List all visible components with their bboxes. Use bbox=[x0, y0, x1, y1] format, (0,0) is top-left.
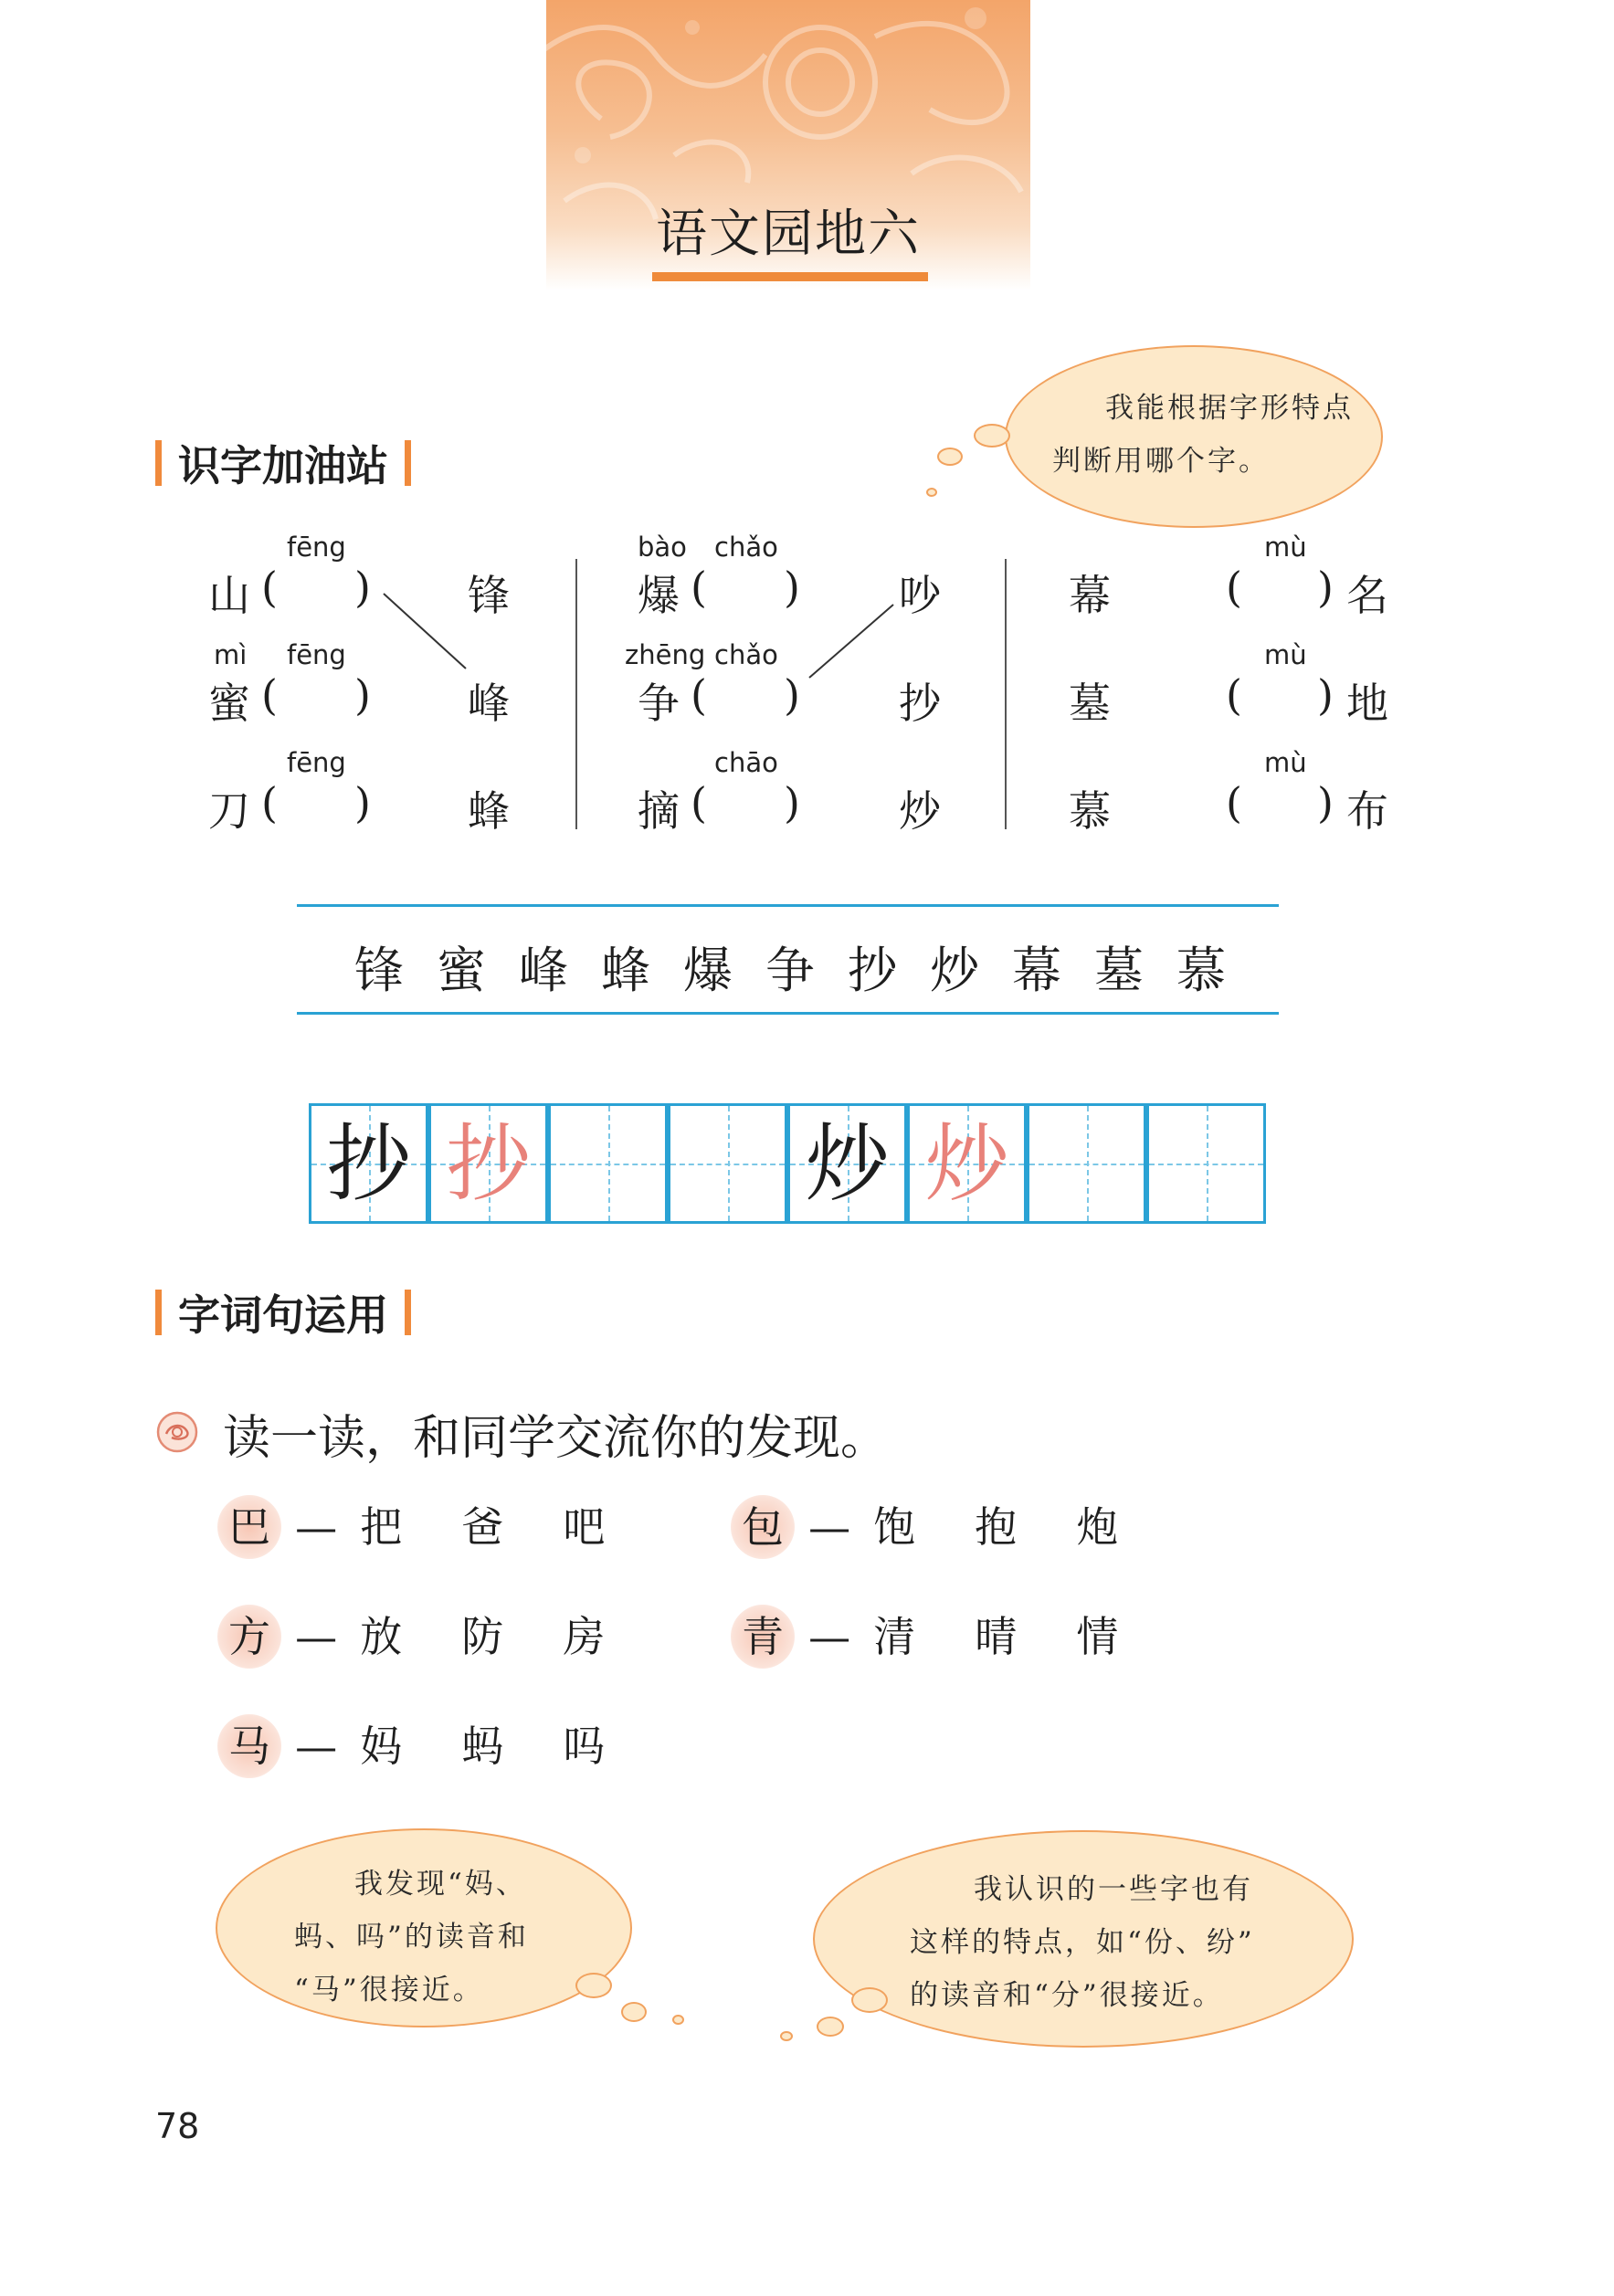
derived-char: 把 bbox=[360, 1502, 403, 1552]
thought-bubble-right bbox=[813, 1830, 1354, 2048]
bubble-line: 我认识的一些字也有 bbox=[974, 1873, 1253, 1906]
suffix-char: 地 bbox=[1346, 679, 1388, 728]
option-char: 蜂 bbox=[468, 786, 510, 836]
base-char: 慕 bbox=[1069, 786, 1111, 836]
bubble-line: 我发现“妈、 bbox=[354, 1868, 527, 1901]
strip-char: 慕 bbox=[1176, 942, 1226, 999]
grid-cell[interactable] bbox=[548, 1103, 668, 1224]
option-char: 峰 bbox=[468, 679, 510, 728]
strip-rule-bottom bbox=[297, 1012, 1279, 1015]
heading-bar-left bbox=[155, 1290, 162, 1335]
pinyin: mì bbox=[214, 639, 248, 670]
paren-open: ( bbox=[1226, 670, 1242, 720]
paren-close: ) bbox=[1317, 670, 1334, 720]
paren-open: ( bbox=[691, 670, 707, 720]
page-title: 语文园地六 bbox=[656, 205, 921, 264]
dash: — bbox=[808, 1502, 851, 1552]
base-char: 摘 bbox=[638, 786, 680, 836]
paren-close: ) bbox=[784, 670, 800, 720]
derived-char: 情 bbox=[1076, 1612, 1119, 1661]
derived-char: 防 bbox=[461, 1612, 504, 1661]
suffix-char: 名 bbox=[1346, 571, 1388, 620]
section-heading-2 bbox=[155, 1284, 411, 1341]
pinyin: bào bbox=[638, 532, 687, 563]
paren-open: ( bbox=[691, 563, 707, 612]
exercise-group-chao bbox=[625, 532, 966, 842]
list-item bbox=[731, 1494, 1118, 1559]
base-char: 墓 bbox=[1069, 679, 1111, 728]
paren-close: ) bbox=[784, 778, 800, 827]
pinyin: fēng bbox=[287, 747, 346, 778]
radical-char: 马 bbox=[217, 1714, 281, 1778]
writing-grid bbox=[309, 1103, 1268, 1224]
section-heading-text: 识字加油站 bbox=[178, 441, 388, 490]
grid-cell[interactable] bbox=[1146, 1103, 1266, 1224]
instruction-text: 读一读，和同学交流你的发现。 bbox=[223, 1411, 889, 1466]
radical-char: 方 bbox=[217, 1605, 281, 1669]
grid-cell[interactable] bbox=[668, 1103, 787, 1224]
strip-char: 墓 bbox=[1094, 942, 1144, 999]
pinyin: zhēng bbox=[625, 639, 706, 670]
list-item bbox=[217, 1494, 605, 1559]
derived-char: 清 bbox=[873, 1612, 916, 1661]
paren-close: ) bbox=[784, 563, 800, 612]
dash: — bbox=[295, 1502, 338, 1552]
pinyin: chǎo bbox=[714, 639, 778, 670]
strip-char: 峰 bbox=[519, 942, 568, 999]
grid-cell[interactable] bbox=[787, 1103, 907, 1224]
radical-char: 包 bbox=[731, 1495, 795, 1559]
derived-char: 抱 bbox=[975, 1502, 1018, 1552]
bubble-dot bbox=[817, 2017, 844, 2037]
base-char: 争 bbox=[638, 679, 680, 728]
paren-open: ( bbox=[691, 778, 707, 827]
bubble-dot bbox=[926, 488, 937, 497]
derived-char: 晴 bbox=[975, 1612, 1018, 1661]
paren-close: ) bbox=[1317, 778, 1334, 827]
trace-char: 抄 bbox=[446, 1115, 531, 1213]
derived-char: 蚂 bbox=[461, 1722, 504, 1771]
paren-close: ) bbox=[1317, 563, 1334, 612]
pinyin: fēng bbox=[287, 532, 346, 563]
paren-open: ( bbox=[1226, 563, 1242, 612]
bubble-dot bbox=[672, 2015, 684, 2025]
strip-rule-top bbox=[297, 904, 1279, 907]
grid-cell[interactable] bbox=[428, 1103, 548, 1224]
hint-bubble-top bbox=[1005, 345, 1383, 528]
paren-close: ) bbox=[354, 670, 371, 720]
bubble-dot bbox=[621, 2002, 647, 2022]
bubble-dot bbox=[780, 2031, 793, 2041]
seal-icon bbox=[155, 1410, 199, 1454]
heading-bar-right bbox=[405, 1290, 411, 1335]
trace-char: 炒 bbox=[924, 1115, 1009, 1213]
heading-bar-left bbox=[155, 440, 162, 486]
strip-char: 蜂 bbox=[601, 942, 650, 999]
page-number: 78 bbox=[155, 2106, 200, 2146]
derived-char: 饱 bbox=[873, 1502, 916, 1552]
strip-char: 抄 bbox=[848, 942, 897, 999]
option-char: 锋 bbox=[468, 571, 510, 620]
strip-char: 锋 bbox=[354, 942, 404, 999]
derived-char: 放 bbox=[360, 1612, 403, 1661]
bubble-dot bbox=[937, 448, 963, 466]
base-char: 爆 bbox=[638, 571, 680, 620]
model-char: 抄 bbox=[326, 1115, 411, 1213]
dash: — bbox=[808, 1612, 851, 1661]
bubble-line: 的读音和“分”很接近。 bbox=[910, 1979, 1224, 2012]
pinyin: chǎo bbox=[714, 532, 778, 563]
derived-char: 妈 bbox=[360, 1722, 403, 1771]
option-char: 抄 bbox=[899, 679, 941, 728]
pinyin: mù bbox=[1264, 639, 1307, 670]
divider bbox=[575, 559, 577, 829]
paren-open: ( bbox=[261, 563, 278, 612]
bubble-dot bbox=[974, 424, 1010, 448]
bubble-line: 我能根据字形特点 bbox=[1105, 392, 1354, 425]
grid-cell[interactable] bbox=[907, 1103, 1027, 1224]
bubble-line: 蚂、吗”的读音和 bbox=[294, 1921, 529, 1954]
section-heading-text: 字词句运用 bbox=[178, 1290, 388, 1340]
bubble-line: 这样的特点，如“份、纷” bbox=[910, 1926, 1255, 1959]
list-item bbox=[217, 1713, 605, 1778]
dash: — bbox=[295, 1722, 338, 1771]
radical-char: 青 bbox=[731, 1605, 795, 1669]
strip-char: 幕 bbox=[1012, 942, 1061, 999]
bubble-dot bbox=[575, 1973, 612, 1998]
heading-bar-right bbox=[405, 440, 411, 486]
radical-char: 巴 bbox=[217, 1495, 281, 1559]
base-char: 山 bbox=[208, 571, 250, 620]
strip-char: 爆 bbox=[683, 942, 733, 999]
divider bbox=[1005, 559, 1007, 829]
strip-char: 炒 bbox=[930, 942, 979, 999]
bubble-dot bbox=[851, 1987, 888, 2013]
title-underline bbox=[652, 272, 928, 281]
option-char: 吵 bbox=[899, 571, 941, 620]
grid-cell[interactable] bbox=[1027, 1103, 1146, 1224]
model-char: 炒 bbox=[805, 1115, 890, 1213]
list-item bbox=[217, 1604, 605, 1669]
exercise-group-mu bbox=[1069, 532, 1416, 842]
suffix-char: 布 bbox=[1346, 786, 1388, 836]
paren-open: ( bbox=[261, 670, 278, 720]
derived-char: 炮 bbox=[1076, 1502, 1119, 1552]
derived-char: 房 bbox=[563, 1612, 606, 1661]
thought-bubble-left bbox=[216, 1828, 632, 2027]
derived-char: 吧 bbox=[563, 1502, 606, 1552]
bubble-line: “马”很接近。 bbox=[294, 1974, 484, 2006]
paren-close: ) bbox=[354, 778, 371, 827]
base-char: 蜜 bbox=[208, 679, 250, 728]
pinyin: fēng bbox=[287, 639, 346, 670]
section-heading-1 bbox=[155, 435, 411, 491]
match-line bbox=[208, 532, 537, 842]
grid-cell[interactable] bbox=[309, 1103, 428, 1224]
pinyin: mù bbox=[1264, 532, 1307, 563]
base-char: 幕 bbox=[1069, 571, 1111, 620]
derived-char: 爸 bbox=[461, 1502, 504, 1552]
paren-close: ) bbox=[354, 563, 371, 612]
pinyin: mù bbox=[1264, 747, 1307, 778]
paren-open: ( bbox=[1226, 778, 1242, 827]
option-char: 炒 bbox=[899, 786, 941, 836]
character-strip bbox=[297, 932, 1283, 1002]
match-line bbox=[638, 532, 966, 842]
dash: — bbox=[295, 1612, 338, 1661]
strip-char: 争 bbox=[765, 942, 815, 999]
strip-char: 蜜 bbox=[437, 942, 486, 999]
paren-open: ( bbox=[261, 778, 278, 827]
derived-char: 吗 bbox=[563, 1722, 606, 1771]
base-char: 刀 bbox=[208, 786, 250, 836]
pinyin: chāo bbox=[714, 747, 778, 778]
exercise-group-feng bbox=[208, 532, 537, 842]
list-item bbox=[731, 1604, 1118, 1669]
bubble-line: 判断用哪个字。 bbox=[1052, 445, 1270, 478]
